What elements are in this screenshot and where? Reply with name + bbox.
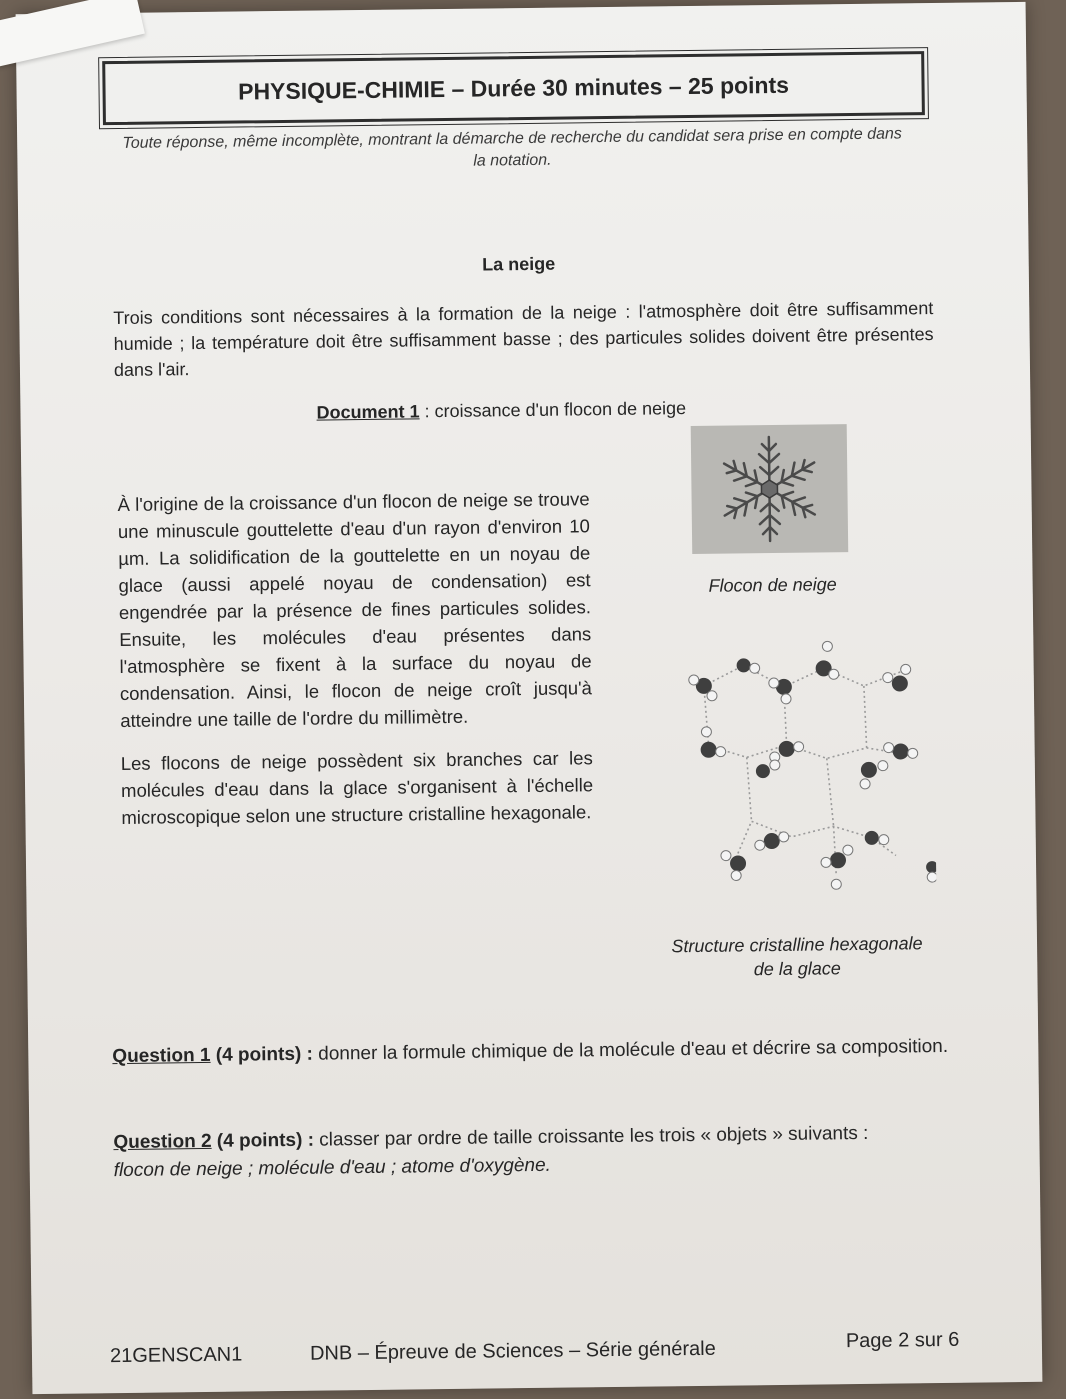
title-box (102, 51, 925, 125)
water-molecules (688, 640, 936, 891)
footer-exam-code: 21GENSCAN1 (109, 1343, 243, 1368)
subject-title: La neige (482, 253, 556, 275)
lattice-caption (627, 931, 968, 983)
ice-lattice-diagram (663, 623, 936, 896)
page-title: PHYSIQUE-CHIMIE – Durée 30 minutes – 25 points (237, 71, 790, 105)
question-2-items: flocon de neige ; molécule d'eau ; atome d'oxygène. (113, 1154, 552, 1182)
lattice-caption-line-1: Structure cristalline hexagonale (671, 933, 923, 957)
footer-exam-name: DNB – Épreuve de Sciences – Série générale (309, 1337, 716, 1365)
grading-note: Toute réponse, même incomplète, montrant la démarche de recherche du candidat sera prise en compte dans la notation. (122, 125, 902, 170)
snowflake-photo (691, 424, 849, 554)
document-title-text: : croissance d'un flocon de neige (419, 398, 687, 422)
question-2-text: classer par ordre de taille croissante les trois « objets » suivants : (313, 1122, 869, 1151)
document-paragraph-1: À l'origine de la croissance d'un flocon de neige se trouve une minuscule gouttelette d'eau d'un rayon d'environ 10 µm. La solidification de la gouttelette en un noyau de glace (aussi appelé noyau de condensation) est engendrée par la présence de fines particules solides. Ensuite, les molécules d'eau présentes dans l'atmosphère se fixent à la surface du noyau de condensation. Ainsi, le flocon de neige croît jusqu'à atteindre une taille de l'ordre du millimètre. (117, 488, 593, 731)
document-title (316, 398, 686, 424)
question-2 (113, 1118, 1004, 1185)
snowflake-illustration (691, 424, 849, 554)
subject-intro: Trois conditions sont nécessaires à la formation de la neige : l'atmosphère doit être suffisamment humide ; la température doit être suffisamment basse ; des particules solides doivent être présentes dans l'air. (113, 298, 934, 381)
question-1-text: donner la formule chimique de la molécule d'eau et décrire sa composition. (312, 1035, 949, 1065)
question-1 (112, 1032, 1002, 1071)
question-1-label: Question 1 (112, 1044, 211, 1068)
document-text (117, 485, 593, 847)
document-label: Document 1 (316, 401, 420, 423)
question-2-points: (4 points) : (211, 1129, 315, 1152)
document-paragraph-2: Les flocons de neige possèdent six branches car les molécules d'eau dans la glace s'organisent à l'échelle microscopique selon une structure cristalline hexagonale. (120, 747, 594, 828)
question-2-label: Question 2 (113, 1130, 212, 1154)
exam-page (16, 2, 1043, 1394)
snowflake-caption: Flocon de neige (708, 574, 837, 596)
question-1-points: (4 points) : (210, 1043, 314, 1066)
ice-lattice-svg (663, 623, 936, 896)
folded-corner (0, 0, 145, 67)
lattice-caption-line-2: de la glace (753, 958, 841, 980)
footer-page-number: Page 2 sur 6 (845, 1328, 960, 1353)
